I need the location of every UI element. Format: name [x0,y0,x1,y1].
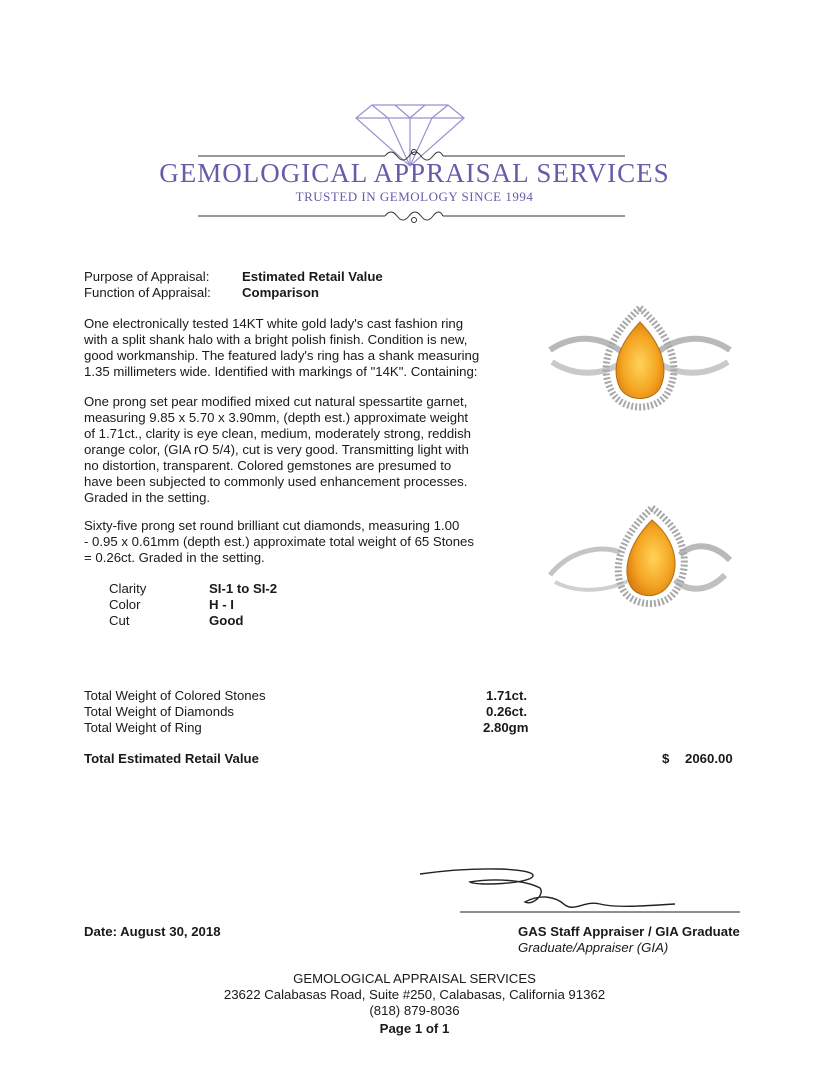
total-label: Total Weight of Ring [84,720,202,735]
total-value: 2.80gm [483,720,529,735]
ring-photo-bottom [540,500,740,630]
retail-value-label: Total Estimated Retail Value [84,751,259,766]
description-line: - 0.95 x 0.61mm (depth est.) approximate total weight of 65 Stones [84,534,474,549]
appraiser-title: GAS Staff Appraiser / GIA Graduate [518,924,740,939]
currency-symbol: $ [662,751,670,766]
total-label: Total Weight of Colored Stones [84,688,266,703]
total-value: 0.26ct. [486,704,528,719]
description-line: have been subjected to commonly used enhancement processes. [84,474,468,489]
description-line: of 1.71ct., clarity is eye clean, medium, moderately strong, reddish [84,426,472,441]
description-line: orange color, (GIA rO 5/4), cut is very good. Transmitting light with [84,442,469,457]
gemstone-description [84,394,504,506]
grading-value: H - I [209,597,234,612]
grading-label: Clarity [109,581,147,596]
company-name: GEMOLOGICAL APPRAISAL SERVICES [159,158,670,188]
grading-label: Cut [109,613,130,628]
ring-description [84,316,504,380]
description-line: with a split shank halo with a bright polish finish. Condition is new, [84,332,468,347]
ring-photo-top [540,300,740,430]
grading-value: Good [209,613,244,628]
grading-label: Color [109,597,141,612]
bottom-divider [198,212,625,223]
description-line: One electronically tested 14KT white gold lady's cast fashion ring [84,316,464,331]
grading-value: SI-1 to SI-2 [209,581,278,596]
footer-company-name: GEMOLOGICAL APPRAISAL SERVICES [293,971,536,986]
retail-value-amount: 2060.00 [685,751,733,766]
purpose-value: Estimated Retail Value [242,269,383,284]
footer-phone: (818) 879-8036 [369,1003,460,1018]
total-label: Total Weight of Diamonds [84,704,235,719]
function-label: Function of Appraisal: [84,285,211,300]
description-line: Sixty-five prong set round brilliant cut diamonds, measuring 1.00 [84,518,460,533]
description-line: 1.35 millimeters wide. Identified with markings of "14K". Containing: [84,364,478,379]
purpose-label: Purpose of Appraisal: [84,269,210,284]
function-value: Comparison [242,285,319,300]
description-line: no distortion, transparent. Colored gemstones are presumed to [84,458,452,473]
appraisal-date: Date: August 30, 2018 [84,924,221,939]
description-line: measuring 9.85 x 5.70 x 3.90mm, (depth est.) approximate weight [84,410,469,425]
diamond-logo-icon [356,105,464,166]
description-line: Graded in the setting. [84,490,211,505]
footer-address: 23622 Calabasas Road, Suite #250, Calabasas, California 91362 [223,987,606,1002]
description-line: One prong set pear modified mixed cut natural spessartite garnet, [84,394,468,409]
company-tagline: TRUSTED IN GEMOLOGY SINCE 1994 [295,189,534,204]
description-line: good workmanship. The featured lady's ring has a shank measuring [84,348,480,363]
diamond-description [84,518,504,566]
page-number: Page 1 of 1 [379,1021,450,1036]
total-value: 1.71ct. [486,688,528,703]
appraiser-signature [415,860,745,920]
appraiser-subtitle: Graduate/Appraiser (GIA) [518,940,669,955]
description-line: = 0.26ct. Graded in the setting. [84,550,265,565]
